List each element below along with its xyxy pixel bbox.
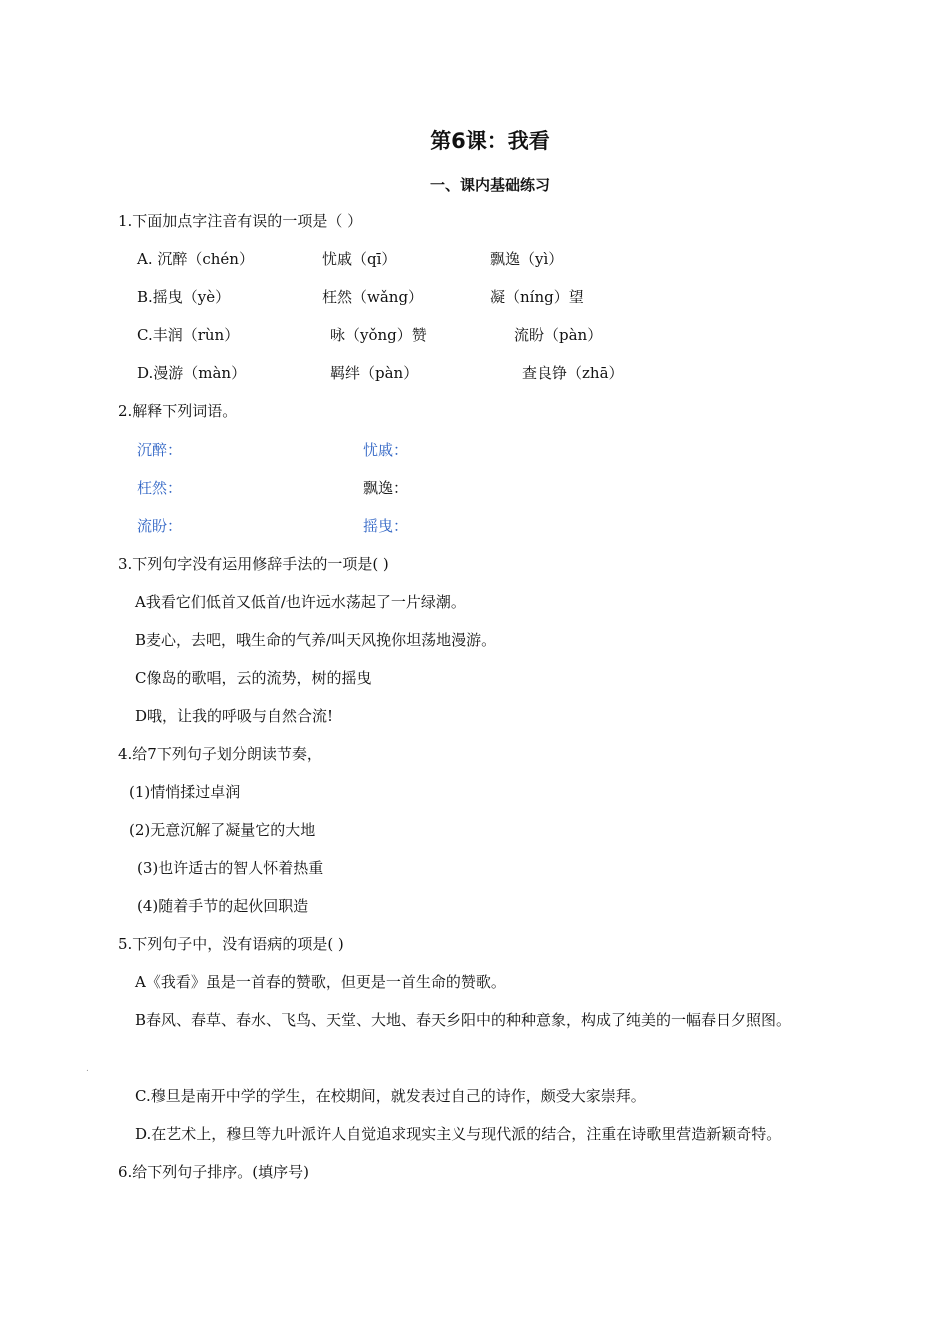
q1-option-b-2: 枉然（wǎng） [322, 288, 424, 306]
q1-option-c-1: C.丰润（rùn） [137, 326, 240, 344]
q3-option-a: A我看它们低首又低首/也许远水荡起了一片绿潮。 [135, 593, 466, 611]
q1-option-a-3: 飘逸（yì） [490, 250, 564, 268]
q1-option-b-3: 凝（níng）望 [490, 288, 584, 306]
q3-option-c: C像岛的歌唱，云的流势，树的摇曳 [135, 669, 372, 687]
q1-option-b-1: B.摇曳（yè） [137, 288, 231, 306]
margin-mark: . [86, 1064, 89, 1074]
q5-option-c: C.穆旦是南开中学的学生，在校期间，就发表过自己的诗作，颇受大家崇拜。 [135, 1087, 646, 1105]
q1-option-a-2: 忧戚（qī） [322, 250, 397, 268]
q1-option-d-1: D.漫游（màn） [137, 364, 247, 382]
q5-option-a: A《我看》虽是一首春的赞歌，但更是一首生命的赞歌。 [135, 973, 506, 991]
question-3-stem: 3.下列句字没有运用修辞手法的一项是( ) [118, 555, 389, 573]
q4-item-4: (4)随着手节的起伙回职造 [137, 897, 309, 915]
page-title: 第6课：我看 [430, 129, 550, 153]
section-heading: 一、课内基础练习 [429, 176, 550, 194]
q2-term-6: 摇曳： [363, 517, 409, 535]
q2-term-2: 忧戚： [363, 441, 409, 459]
q2-term-5: 流盼： [137, 517, 183, 535]
question-6-stem: 6.给下列句子排序。(填序号) [118, 1163, 310, 1181]
q2-term-3: 枉然： [137, 479, 183, 497]
question-2-stem: 2.解释下列词语。 [118, 402, 238, 420]
q3-option-d: D哦，让我的呼吸与自然合流! [135, 707, 334, 725]
q3-option-b: B麦心，去吧，哦生命的气养/叫天风挽你坦荡地漫游。 [135, 631, 497, 649]
question-5-stem: 5.下列句子中，没有语病的项是( ) [118, 935, 344, 953]
q1-option-c-2: 咏（yǒng）赞 [330, 326, 427, 344]
q4-item-2: (2)无意沉解了凝量它的大地 [129, 821, 316, 839]
q5-option-d: D.在艺术上，穆旦等九叶派许人自觉追求现实主义与现代派的结合，注重在诗歌里营造新颖奇特。 [135, 1125, 782, 1143]
q2-term-1: 沉醉： [137, 441, 183, 459]
q1-option-d-3: 查良铮（zhā） [522, 364, 624, 382]
q1-option-a-1: A. 沉醉（chén） [137, 250, 254, 268]
q2-term-4: 飘逸： [363, 479, 409, 497]
q4-item-1: (1)情悄揉过卓润 [129, 783, 241, 801]
q4-item-3: (3)也许适古的智人怀着热重 [137, 859, 324, 877]
question-4-stem: 4.给7下列句子划分朗读节奏， [118, 745, 322, 763]
question-1-stem: 1.下面加点字注音有误的一项是（ ） [118, 212, 363, 230]
q5-option-b: B春风、春草、春水、飞鸟、天堂、大地、春天乡阳中的种种意象，构成了纯美的一幅春日夕照图。 [135, 1011, 792, 1029]
q1-option-c-3: 流盼（pàn） [514, 326, 603, 344]
q1-option-d-2: 羁绊（pàn） [330, 364, 419, 382]
